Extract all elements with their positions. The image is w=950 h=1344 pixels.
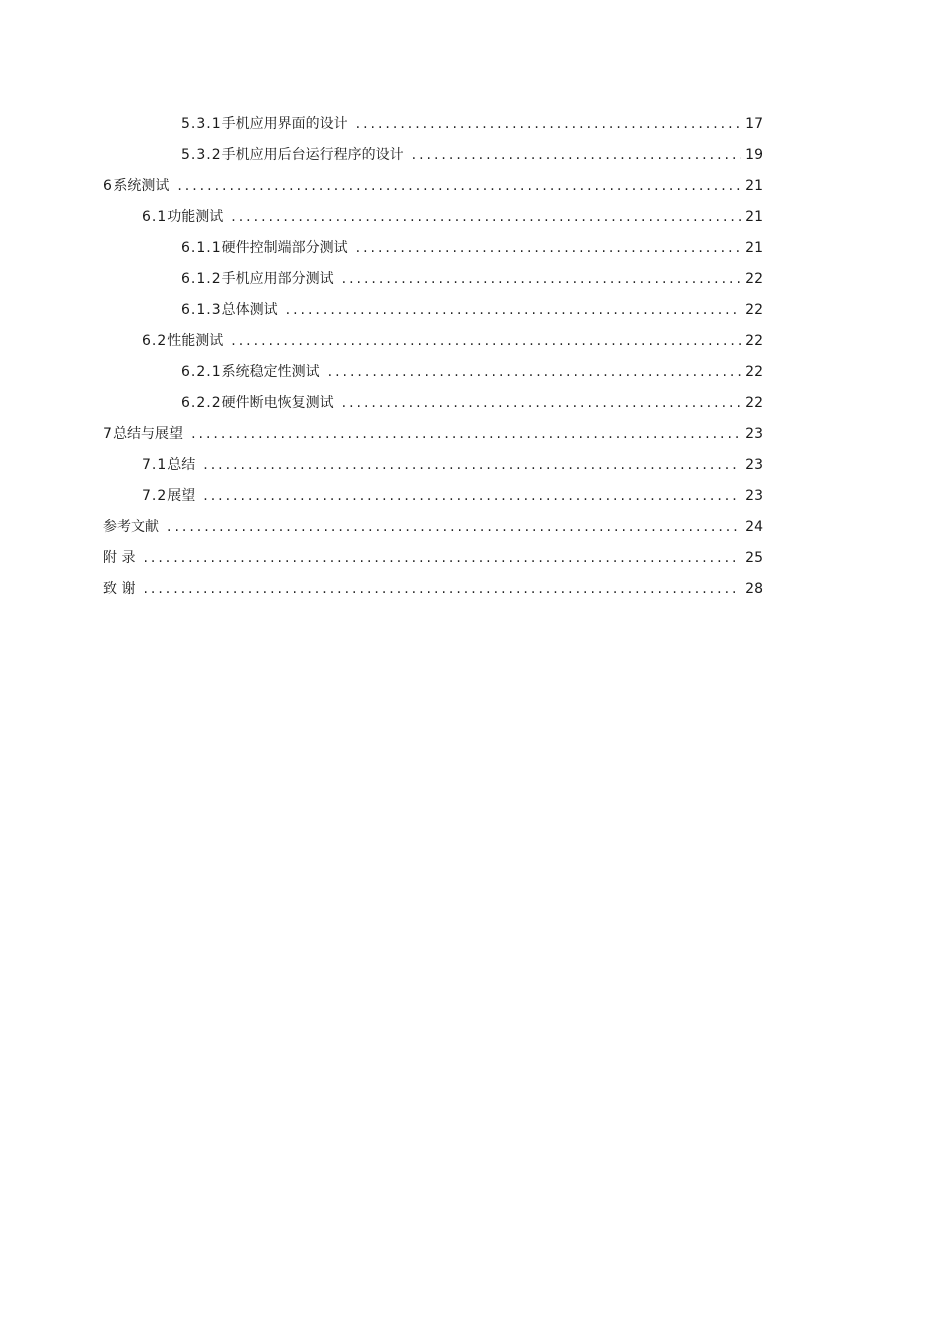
toc-entry-title: 参考文献 xyxy=(103,519,159,535)
toc-entry[interactable] xyxy=(0,574,950,605)
toc-entry-page: 22 xyxy=(745,333,763,349)
toc-entry-page: 19 xyxy=(745,147,763,163)
toc-entry-title: 系统测试 xyxy=(113,178,170,194)
table-of-contents xyxy=(0,109,950,605)
toc-entry-number: 6.2 xyxy=(142,333,168,349)
toc-entry-number: 6.2.1 xyxy=(181,364,222,380)
toc-entry[interactable] xyxy=(0,233,950,264)
toc-entry[interactable] xyxy=(0,481,950,512)
toc-entry-title: 手机应用后台运行程序的设计 xyxy=(221,147,404,163)
toc-entry-page: 22 xyxy=(745,302,763,318)
toc-leader-dots xyxy=(342,388,742,419)
toc-entry[interactable] xyxy=(0,450,950,481)
toc-leader-dots xyxy=(356,109,742,140)
toc-entry-title: 硬件断电恢复测试 xyxy=(221,395,334,411)
toc-leader-dots xyxy=(231,326,741,357)
toc-entry-number: 5.3.2 xyxy=(181,147,222,163)
toc-entry[interactable] xyxy=(0,388,950,419)
toc-entry[interactable] xyxy=(0,419,950,450)
toc-entry-number: 7.2 xyxy=(142,488,168,504)
toc-entry[interactable] xyxy=(0,295,950,326)
toc-entry-title: 性能测试 xyxy=(167,333,224,349)
toc-entry-page: 25 xyxy=(745,550,763,566)
toc-entry[interactable] xyxy=(0,264,950,295)
toc-entry-page: 24 xyxy=(745,519,763,535)
toc-entry[interactable] xyxy=(0,171,950,202)
toc-leader-dots xyxy=(286,295,742,326)
toc-entry-page: 28 xyxy=(745,581,763,597)
toc-entry[interactable] xyxy=(0,140,950,171)
toc-entry-number: 7.1 xyxy=(142,457,168,473)
toc-entry[interactable] xyxy=(0,357,950,388)
toc-entry-title: 致 谢 xyxy=(103,581,136,597)
toc-leader-dots xyxy=(191,419,741,450)
toc-entry-title: 展望 xyxy=(167,488,196,504)
toc-leader-dots xyxy=(167,512,741,543)
toc-leader-dots xyxy=(203,481,741,512)
toc-leader-dots xyxy=(231,202,741,233)
toc-leader-dots xyxy=(203,450,741,481)
toc-entry-number: 6.1 xyxy=(142,209,168,225)
toc-entry[interactable] xyxy=(0,326,950,357)
toc-entry-page: 23 xyxy=(745,488,763,504)
toc-entry-title: 总结 xyxy=(167,457,196,473)
toc-entry-title: 手机应用部分测试 xyxy=(221,271,334,287)
toc-entry-page: 21 xyxy=(745,209,763,225)
toc-entry-page: 21 xyxy=(745,240,763,256)
toc-entry[interactable] xyxy=(0,543,950,574)
toc-entry-title: 系统稳定性测试 xyxy=(221,364,320,380)
toc-entry[interactable] xyxy=(0,202,950,233)
toc-leader-dots xyxy=(412,140,742,171)
toc-entry-number: 6.1.3 xyxy=(181,302,222,318)
toc-entry-number: 6.2.2 xyxy=(181,395,222,411)
toc-entry-page: 22 xyxy=(745,395,763,411)
toc-entry[interactable] xyxy=(0,512,950,543)
toc-leader-dots xyxy=(328,357,742,388)
toc-entry-page: 21 xyxy=(745,178,763,194)
toc-leader-dots xyxy=(177,171,741,202)
toc-entry-title: 功能测试 xyxy=(167,209,224,225)
toc-entry-title: 手机应用界面的设计 xyxy=(221,116,348,132)
toc-entry-number: 5.3.1 xyxy=(181,116,222,132)
toc-entry-number: 6 xyxy=(103,178,113,194)
toc-leader-dots xyxy=(143,574,741,605)
toc-entry-page: 22 xyxy=(745,271,763,287)
toc-entry-title: 总结与展望 xyxy=(113,426,184,442)
toc-entry-page: 23 xyxy=(745,426,763,442)
toc-entry-number: 6.1.1 xyxy=(181,240,222,256)
toc-entry[interactable] xyxy=(0,109,950,140)
toc-entry-number: 7 xyxy=(103,426,113,442)
toc-entry-number: 6.1.2 xyxy=(181,271,222,287)
toc-leader-dots xyxy=(356,233,742,264)
toc-leader-dots xyxy=(143,543,741,574)
toc-entry-page: 22 xyxy=(745,364,763,380)
toc-entry-title: 硬件控制端部分测试 xyxy=(221,240,348,256)
toc-entry-page: 23 xyxy=(745,457,763,473)
toc-leader-dots xyxy=(342,264,742,295)
toc-entry-title: 总体测试 xyxy=(221,302,278,318)
toc-entry-page: 17 xyxy=(745,116,763,132)
toc-entry-title: 附 录 xyxy=(103,550,136,566)
